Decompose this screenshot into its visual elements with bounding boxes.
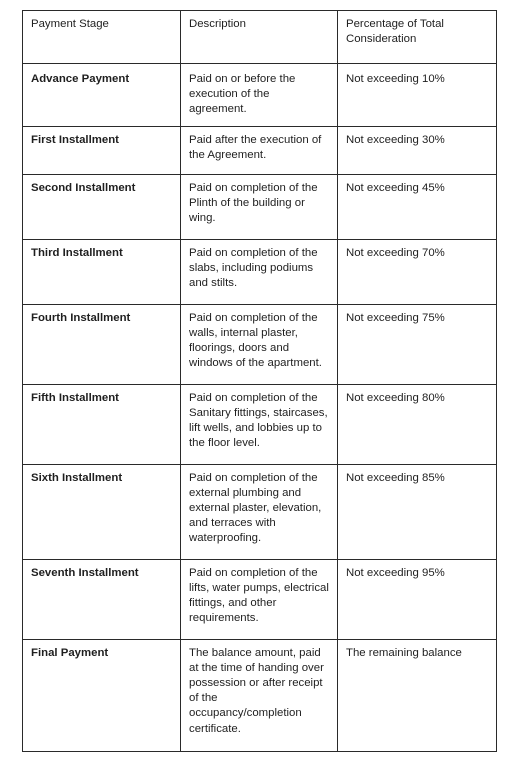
cell-stage: Second Installment [23, 174, 181, 239]
cell-description: Paid on completion of the Plinth of the building or wing. [181, 174, 338, 239]
cell-description: Paid on or before the execution of the agreement. [181, 64, 338, 127]
table-row [23, 304, 497, 384]
header-description-text: Description [189, 18, 246, 30]
cell-percentage: Not exceeding 70% [338, 239, 497, 304]
table-row [23, 64, 497, 127]
cell-description: Paid on completion of the external plumbing and external plaster, elevation, and terraces with waterproofing. [181, 464, 338, 559]
cell-stage: Seventh Installment [23, 559, 181, 639]
cell-stage: Final Payment [23, 639, 181, 751]
cell-stage: Advance Payment [23, 64, 181, 127]
table-row [23, 126, 497, 174]
cell-stage: Fourth Installment [23, 304, 181, 384]
cell-description: Paid after the execution of the Agreement. [181, 126, 338, 174]
table-row [23, 239, 497, 304]
table-row [23, 384, 497, 464]
table-row [23, 174, 497, 239]
cell-stage: Sixth Installment [23, 464, 181, 559]
table-row [23, 464, 497, 559]
cell-percentage: The remaining balance [338, 639, 497, 751]
header-percentage-text: Percentage of Total Consideration [346, 18, 444, 46]
cell-percentage: Not exceeding 95% [338, 559, 497, 639]
cell-description: Paid on completion of the slabs, including podiums and stilts. [181, 239, 338, 304]
cell-percentage: Not exceeding 80% [338, 384, 497, 464]
cell-percentage: Not exceeding 75% [338, 304, 497, 384]
table-row [23, 639, 497, 751]
header-payment-stage [23, 11, 181, 64]
cell-percentage: Not exceeding 30% [338, 126, 497, 174]
cell-percentage: Not exceeding 10% [338, 64, 497, 127]
cell-description: Paid on completion of the walls, internal plaster, floorings, doors and windows of the apartment. [181, 304, 338, 384]
header-percentage [338, 11, 497, 64]
header-payment-stage-text: Payment Stage [31, 18, 109, 30]
cell-percentage: Not exceeding 45% [338, 174, 497, 239]
table-header-row [23, 11, 497, 64]
cell-description: Paid on completion of the Sanitary fittings, staircases, lift wells, and lobbies up to the floor level. [181, 384, 338, 464]
cell-stage: Fifth Installment [23, 384, 181, 464]
table-row [23, 559, 497, 639]
payment-schedule-table [22, 10, 497, 752]
cell-stage: First Installment [23, 126, 181, 174]
cell-description: Paid on completion of the lifts, water pumps, electrical fittings, and other requirements. [181, 559, 338, 639]
cell-description: The balance amount, paid at the time of handing over possession or after receipt of the occupancy/completion certificate. [181, 639, 338, 751]
header-description [181, 11, 338, 64]
cell-percentage: Not exceeding 85% [338, 464, 497, 559]
cell-stage: Third Installment [23, 239, 181, 304]
